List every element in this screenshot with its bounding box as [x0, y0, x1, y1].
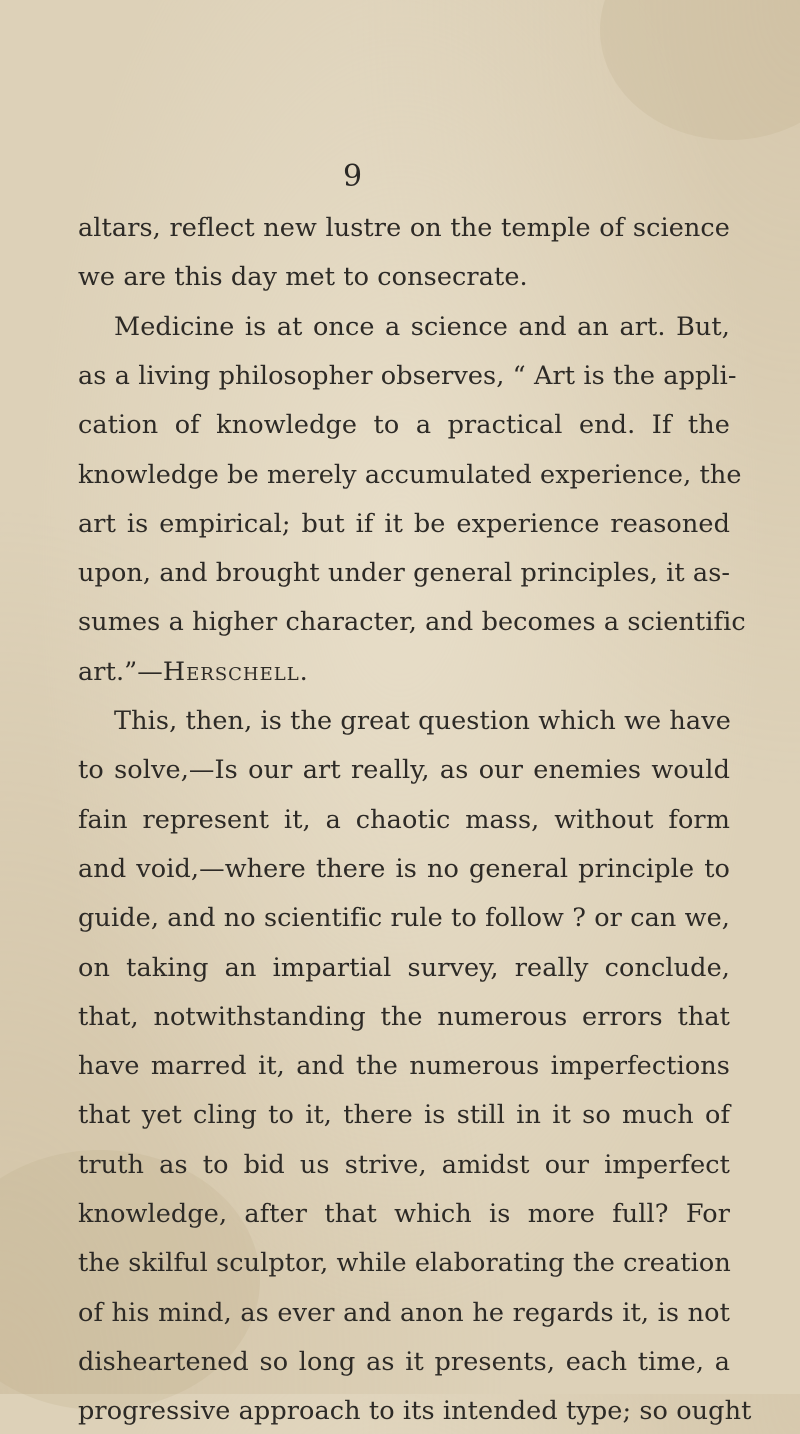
attribution: Herschell.: [162, 656, 309, 687]
text-line: altars, reflect new lustre on the temple of science: [78, 213, 730, 243]
page-number: 9: [342, 159, 363, 194]
text-line: This, then, is the great question which we have: [114, 706, 731, 736]
text-line: progressive approach to its intended type; so ought: [78, 1396, 752, 1427]
text-line: cation of knowledge to a practical end. If the: [78, 410, 730, 441]
text-line: of his mind, as ever and anon he regards it, is not: [78, 1297, 730, 1328]
text-line: upon, and brought under general principles, it as-: [78, 558, 731, 589]
text-line: guide, and no scientific rule to follow ? or can we,: [78, 903, 730, 934]
text-line: fain represent it, a chaotic mass, without form: [78, 804, 730, 835]
text-line: that yet cling to it, there is still in it so much of: [78, 1100, 730, 1131]
text-line: knowledge, after that which is more full? For: [78, 1199, 730, 1229]
text-line: that, notwithstanding the numerous errors that: [78, 1001, 730, 1032]
text-line: to solve,—Is our art really, as our enemies would: [78, 755, 730, 786]
text-line: disheartened so long as it presents, each time, a: [78, 1346, 730, 1377]
text-line: and void,—where there is no general principle to: [78, 853, 730, 884]
text-line: have marred it, and the numerous imperfections: [78, 1051, 730, 1082]
text-line: on taking an impartial survey, really conclude,: [78, 952, 730, 983]
text-line: we are this day met to consecrate.: [78, 262, 528, 293]
text-line: art is empirical; but if it be experience reasoned: [78, 508, 730, 539]
paper-stain: [600, 0, 800, 140]
quote-end: art.”—: [78, 656, 163, 687]
text-line: as a living philosopher observes, “ Art is the appli-: [78, 360, 737, 391]
text-line-with-attribution: [78, 649, 730, 695]
text-line: knowledge be merely accumulated experience, the: [78, 459, 742, 490]
text-line: truth as to bid us strive, amidst our imperfect: [78, 1149, 730, 1180]
text-line: sumes a higher character, and becomes a scientific: [78, 607, 746, 638]
text-line: Medicine is at once a science and an art. But,: [114, 311, 730, 342]
text-line: the skilful sculptor, while elaborating the creation: [78, 1248, 731, 1279]
